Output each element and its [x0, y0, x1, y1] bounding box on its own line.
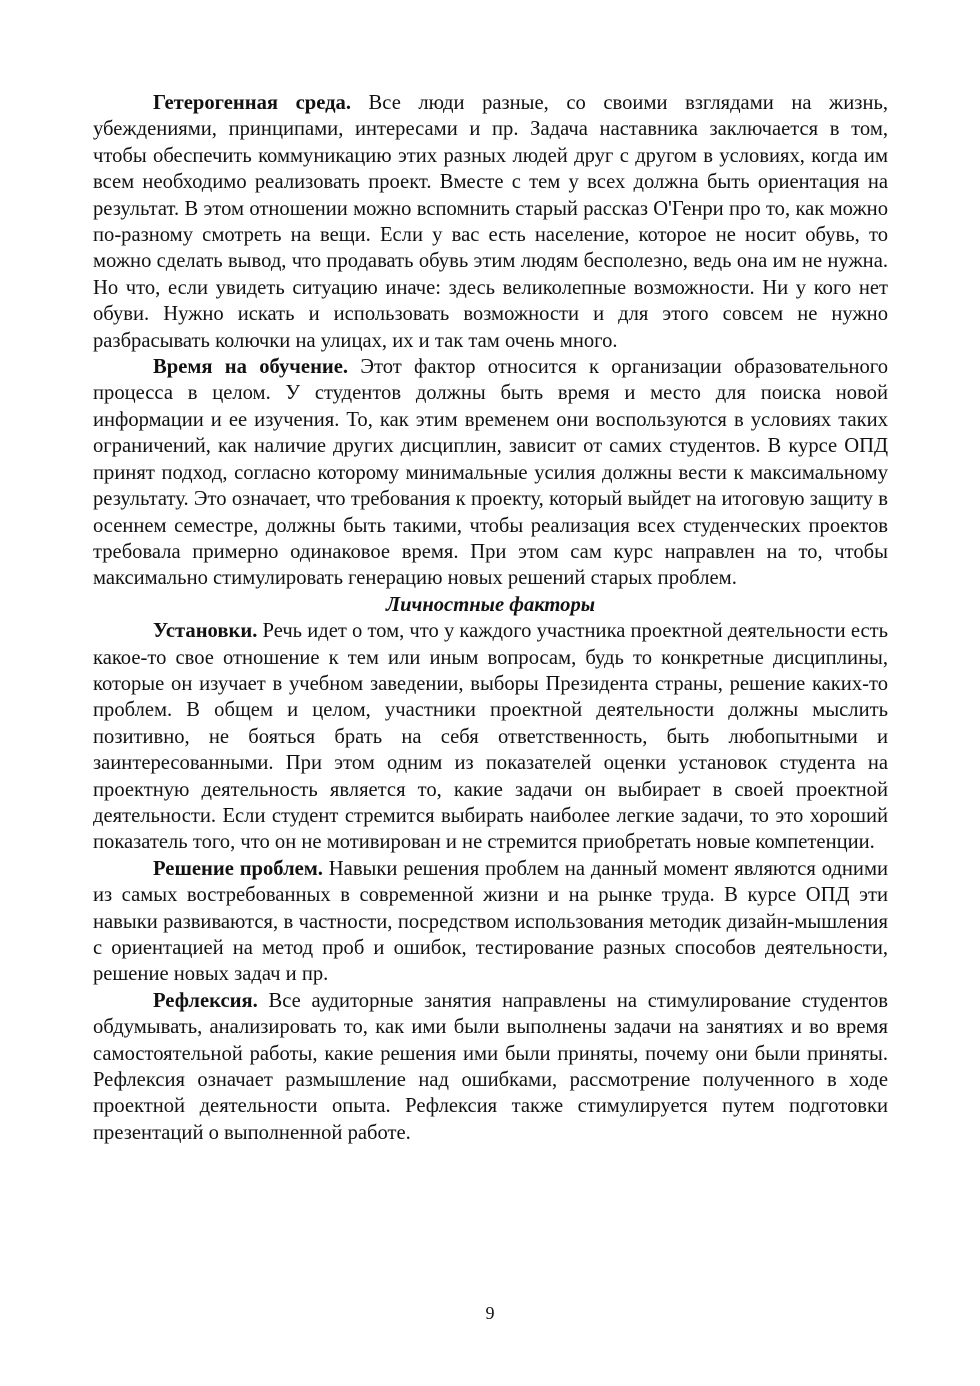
paragraph-heterogeneous-environment — [93, 90, 888, 354]
paragraph-title: Время на обучение. — [153, 356, 349, 379]
page-body — [93, 90, 888, 1146]
paragraph-title: Установки. — [153, 620, 258, 643]
paragraph-text: Все люди разные, со своими взглядами на жизнь, убеждениями, принципами, интересами и пр. Задача наставника заключается в том, чтобы обеспечить коммуникацию этих разных людей друг с другом в условиях, когда им всем необходимо реализовать проект. Вместе с тем у всех должна быть ориентация на результат. В этом отношении можно вспомнить старый рассказ О'Генри про то, как можно по-разному смотреть на вещи. Если у вас есть население, которое не носит обувь, то можно сделать вывод, что продавать обувь этим людям бесполезно, ведь она им не нужна. Но что, если увидеть ситуацию иначе: здесь великолепные возможности. Ни у кого нет обуви. Нужно искать и использовать возможности и для этого совсем не нужно разбрасывать колючки на улицах, их и так там очень много. — [93, 92, 889, 352]
paragraph-text: Речь идет о том, что у каждого участника проектной деятельности есть какое-то свое отношение к тем или иным вопросам, будь то конкретные дисциплины, которые он изучает в учебном заведении, выборы Президента страны, решение каких-то проблем. В общем и целом, участники проектной деятельности должны мыслить позитивно, не бояться брать на себя ответственность, быть любопытными и заинтересованными. При этом одним из показателей оценки установок студента на проектную деятельность является то, какие задачи он выбирает в своей проектной деятельности. Если студент стремится выбирать наиболее легкие задачи, то это хороший показатель того, что он не мотивирован и не стремится приобретать новые компетенции. — [93, 620, 889, 854]
paragraph-text: Все аудиторные занятия направлены на стимулирование студентов обдумывать, анализировать то, как ими были выполнены задачи на занятиях и во время самостоятельной работы, какие решения ими были приняты, почему они были приняты. Рефлексия означает размышление над ошибками, рассмотрение полученного в ходе проектной деятельности опыта. Рефлексия также стимулируется путем подготовки презентаций о выполненной работе. — [93, 989, 888, 1144]
paragraph-text: Навыки решения проблем на данный момент являются одними из самых востребованных в современной жизни и на рынке труда. В курсе ОПД эти навыки развиваются, в частности, посредством использования методик дизайн-мышления с ориентацией на метод проб и ошибок, тестирование разных способов деятельности, решение новых задач и пр. — [93, 857, 889, 986]
paragraph-title: Решение проблем. — [153, 857, 323, 880]
paragraph-text: Этот фактор относится к организации образовательного процесса в целом. У студентов должны быть время и место для поиска новой информации и ее изучения. То, как этим временем они воспользуются в условиях таких ограничений, как наличие других дисциплин, зависит от самих студентов. В курсе ОПД принят подход, согласно которому минимальные усилия должны вести к максимальному результату. Это означает, что требования к проекту, который выйдет на итоговую защиту в осеннем семестре, должны быть такими, чтобы реализация всех студенческих проектов требовала примерно одинаковое время. При этом сам курс направлен на то, чтобы максимально стимулировать генерацию новых решений старых проблем. — [93, 356, 888, 590]
section-heading: Личностные факторы — [385, 593, 596, 616]
paragraph-attitudes — [93, 618, 888, 856]
paragraph-title: Рефлексия. — [153, 989, 258, 1012]
paragraph-reflection — [93, 988, 888, 1146]
paragraph-learning-time — [93, 354, 888, 592]
paragraph-problem-solving — [93, 856, 888, 988]
page-number: 9 — [485, 1303, 495, 1323]
paragraph-title: Гетерогенная среда. — [153, 92, 351, 114]
